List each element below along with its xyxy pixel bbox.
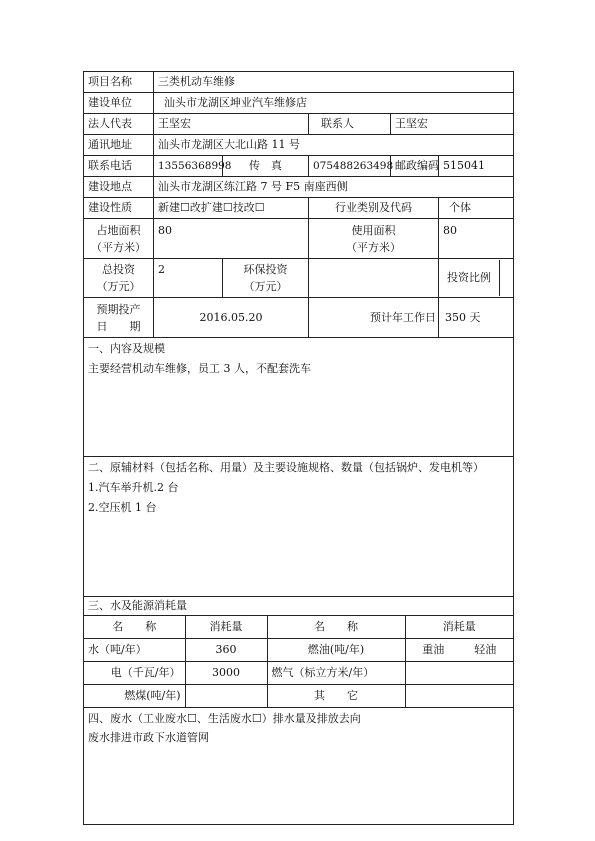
invest-ratio-label: 投资比例 [439, 260, 500, 296]
env-invest [309, 259, 439, 298]
project-name-label: 项目名称 [84, 72, 154, 93]
postcode-label: 邮政编码 [391, 156, 439, 177]
legal-rep-label: 法人代表 [84, 114, 154, 135]
use-area-label-line1: 使用面积 [351, 223, 396, 237]
fuel-oil-label: 燃油(吨/年) [267, 639, 405, 662]
legal-rep: 王坚宏 [154, 114, 309, 135]
start-date-label [84, 298, 154, 338]
heavy-oil: 重油 [422, 643, 445, 656]
energy-col-name-1: 名 称 [84, 616, 185, 639]
land-area: 80 [154, 219, 309, 259]
site-label: 建设地点 [84, 177, 154, 198]
land-area-label [84, 219, 154, 259]
contact: 王坚宏 [391, 114, 514, 135]
address-label: 通讯地址 [84, 135, 154, 156]
invest-ratio [500, 260, 513, 296]
row-unit [84, 93, 514, 114]
industry-label: 行业类别及代码 [309, 198, 439, 219]
start-date: 2016.05.20 [154, 298, 309, 338]
fax: 075488263498 [309, 156, 391, 177]
energy-row-water [84, 639, 513, 662]
electricity-value: 3000 [185, 662, 267, 685]
water-label: 水（吨/年） [84, 639, 185, 662]
fuel-oil-types [405, 639, 513, 662]
light-oil: 轻油 [474, 643, 497, 656]
row-section2 [84, 457, 514, 597]
energy-row-coal [84, 685, 513, 708]
use-area-label [309, 219, 439, 259]
contact-label: 联系人 [309, 114, 391, 135]
section4-title: 四、废水（工业废水☐、生活废水☐）排水量及排放去向 [88, 712, 361, 725]
invest-ratio-split [439, 260, 513, 296]
section3-title: 三、水及能源消耗量 [84, 597, 514, 616]
other-label: 其 它 [267, 685, 405, 708]
row-area [84, 219, 514, 259]
energy-table [84, 616, 513, 707]
use-area-label-line2: （平方米） [346, 240, 401, 254]
row-section1 [84, 338, 514, 457]
start-date-label-line1: 预期投产 [96, 302, 141, 316]
env-invest-label-line2: （万元） [243, 280, 288, 293]
row-phone [84, 156, 514, 177]
unit-label: 建设单位 [84, 93, 154, 114]
energy-col-usage-2: 消耗量 [405, 616, 513, 639]
energy-col-name-2: 名 称 [267, 616, 405, 639]
phone-label: 联系电话 [84, 156, 154, 177]
nature-label: 建设性质 [84, 198, 154, 219]
env-invest-label-line1: 环保投资 [243, 263, 288, 276]
work-days-label: 预计年工作日 [309, 298, 439, 338]
start-date-label-line2: 日 期 [96, 319, 141, 333]
section1-text: 主要经营机动车维修，员工 3 人，不配套洗车 [88, 362, 311, 375]
industry: 个体 [439, 198, 514, 219]
project-name: 三类机动车维修 [154, 72, 514, 93]
use-area: 80 [439, 219, 514, 259]
phone: 13556368998 [154, 156, 223, 177]
energy-table-cell [84, 616, 514, 708]
work-days: 350 天 [439, 298, 514, 338]
land-area-label-line2: （平方米） [91, 240, 146, 254]
fax-label: 传 真 [223, 156, 309, 177]
row-address [84, 135, 514, 156]
row-section3-energy [84, 616, 514, 708]
material-item-1: 1.汽车举升机.2 台 [88, 481, 179, 494]
env-invest-label [223, 259, 309, 298]
other-value [405, 685, 513, 708]
row-dates [84, 298, 514, 338]
water-value: 360 [185, 639, 267, 662]
electricity-label: 电（千瓦/年） [84, 662, 185, 685]
coal-label: 燃煤(吨/年) [84, 685, 185, 708]
unit: 汕头市龙湖区坤业汽车维修店 [154, 93, 514, 114]
coal-value [185, 685, 267, 708]
section-wastewater [84, 708, 514, 825]
energy-row-electricity [84, 662, 513, 685]
postcode: 515041 [439, 156, 514, 177]
site: 汕头市龙湖区练江路 7 号 F5 南座西侧 [154, 177, 514, 198]
row-project-name [84, 72, 514, 93]
row-invest [84, 259, 514, 298]
project-info-table [83, 71, 514, 825]
section-content-scale [84, 338, 514, 457]
energy-header-row [84, 616, 513, 639]
total-invest-label-line1: 总投资 [102, 263, 135, 276]
row-site [84, 177, 514, 198]
row-legal [84, 114, 514, 135]
section2-title: 二、原辅材料（包括名称、用量）及主要设施规格、数量（包括锅炉、发电机等） [88, 461, 484, 474]
total-invest: 2 [154, 259, 223, 298]
total-invest-label-line2: （万元） [96, 280, 141, 293]
section1-title: 一、内容及规模 [88, 342, 165, 355]
section-materials [84, 457, 514, 597]
energy-col-usage-1: 消耗量 [185, 616, 267, 639]
total-invest-label [84, 259, 154, 298]
invest-ratio-cell [439, 259, 514, 298]
nature: 新建☐改扩建☐技改☐ [154, 198, 309, 219]
row-section4 [84, 708, 514, 825]
land-area-label-line1: 占地面积 [96, 223, 141, 237]
address: 汕头市龙湖区大北山路 11 号 [154, 135, 514, 156]
section4-text: 废水排进市政下水道管网 [88, 731, 209, 744]
gas-value [405, 662, 513, 685]
row-nature [84, 198, 514, 219]
row-section3-title [84, 597, 514, 616]
gas-label: 燃气（标立方米/年） [267, 662, 405, 685]
material-item-2: 2.空压机 1 台 [88, 501, 157, 514]
report-form [83, 71, 513, 825]
